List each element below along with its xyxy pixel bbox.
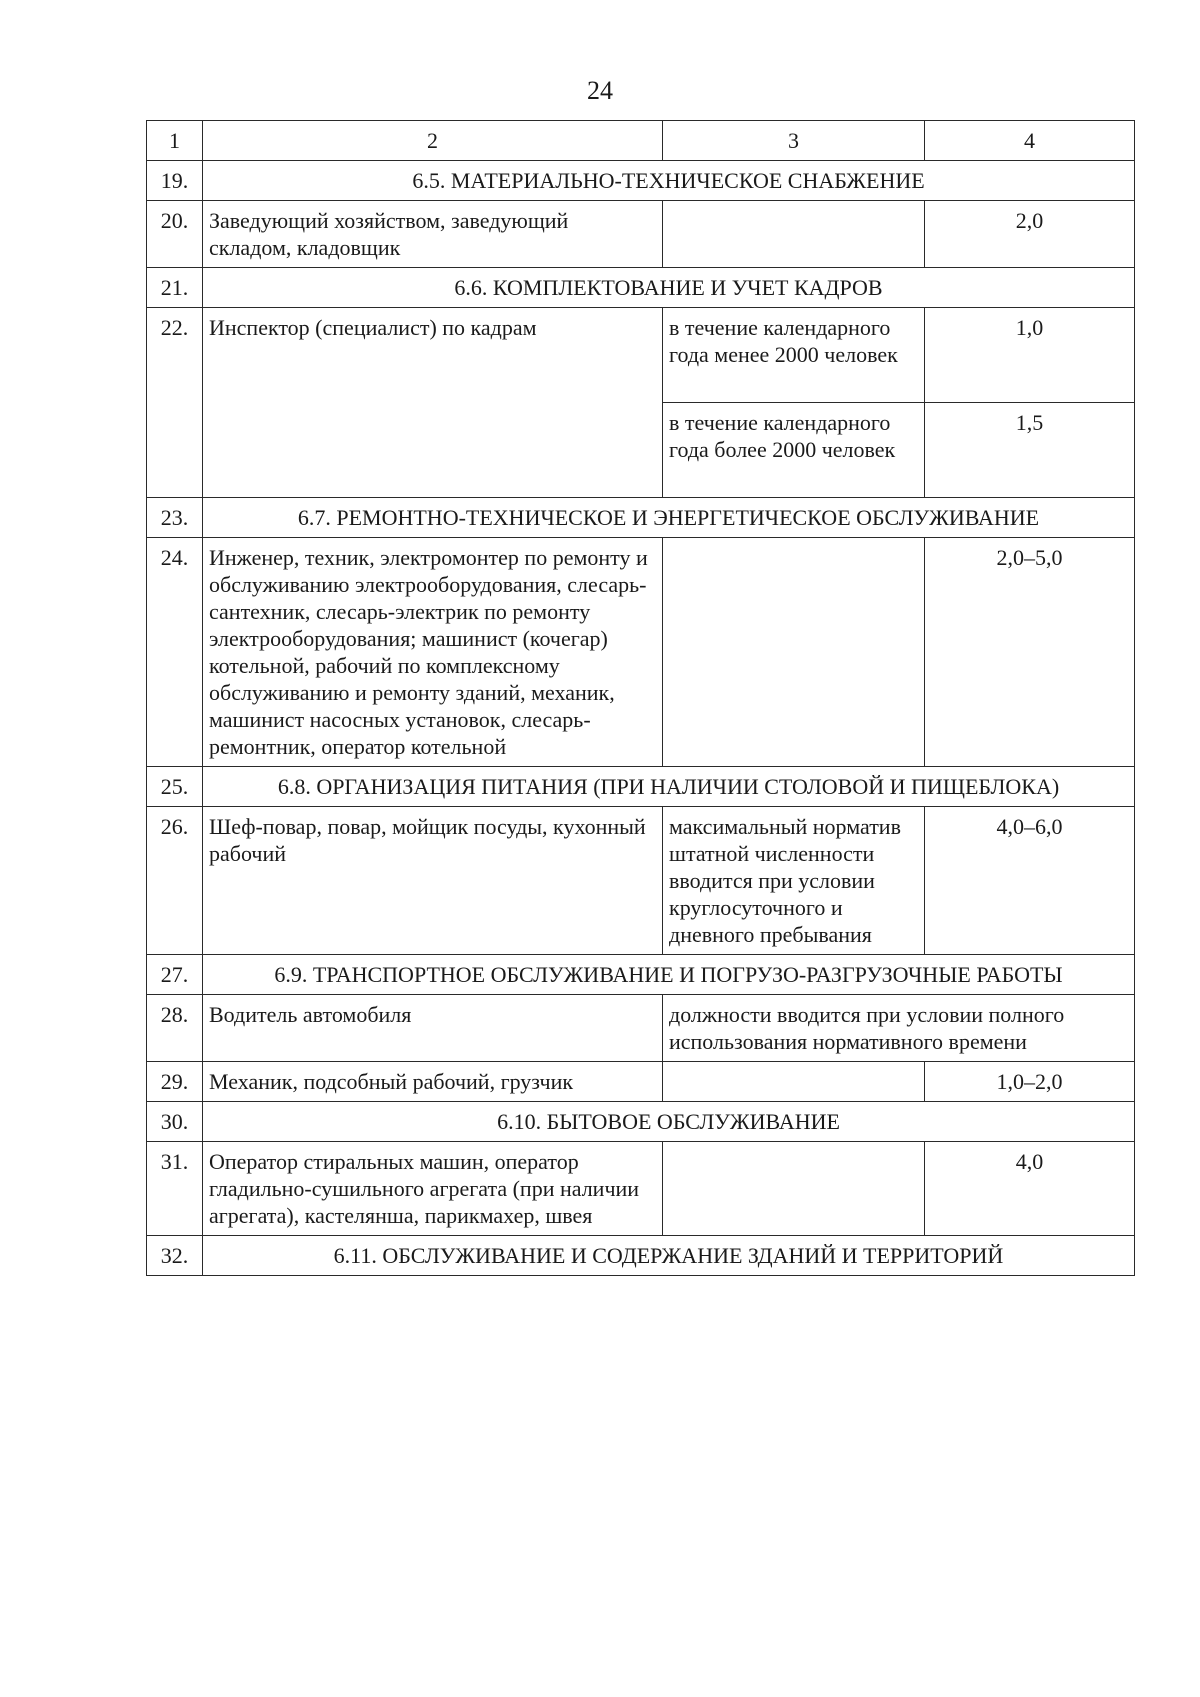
condition-cell	[663, 1142, 925, 1236]
row-number: 25.	[147, 767, 203, 807]
norm-value: 4,0	[925, 1142, 1135, 1236]
staffing-table	[146, 120, 1135, 1276]
section-row	[147, 498, 1135, 538]
table-row	[147, 1142, 1135, 1236]
table-row	[147, 538, 1135, 767]
position-cell: Механик, подсобный рабочий, грузчик	[203, 1062, 663, 1102]
table-row	[147, 308, 1135, 403]
row-number: 24.	[147, 538, 203, 767]
table-row	[147, 201, 1135, 268]
table-row	[147, 995, 1135, 1062]
norm-value: 1,0–2,0	[925, 1062, 1135, 1102]
section-row	[147, 161, 1135, 201]
section-row	[147, 767, 1135, 807]
section-row	[147, 1236, 1135, 1276]
norm-value: 4,0–6,0	[925, 807, 1135, 955]
row-number: 19.	[147, 161, 203, 201]
condition-cell	[663, 1062, 925, 1102]
position-cell: Оператор стиральных машин, оператор гладильно-сушильного агрегата (при наличии агрегата), кастелянша, парикмахер, швея	[203, 1142, 663, 1236]
note-cell: должности вводится при условии полного использования нормативного времени	[663, 995, 1135, 1062]
condition-cell: в течение календарного года менее 2000 человек	[663, 308, 925, 403]
section-title: 6.11. ОБСЛУЖИВАНИЕ И СОДЕРЖАНИЕ ЗДАНИЙ И ТЕРРИТОРИЙ	[203, 1236, 1135, 1276]
norm-value: 2,0–5,0	[925, 538, 1135, 767]
row-number: 32.	[147, 1236, 203, 1276]
row-number: 28.	[147, 995, 203, 1062]
condition-cell	[663, 201, 925, 268]
header-row	[147, 121, 1135, 161]
row-number: 26.	[147, 807, 203, 955]
section-title: 6.9. ТРАНСПОРТНОЕ ОБСЛУЖИВАНИЕ И ПОГРУЗО-РАЗГРУЗОЧНЫЕ РАБОТЫ	[203, 955, 1135, 995]
section-row	[147, 955, 1135, 995]
row-number: 27.	[147, 955, 203, 995]
position-cell: Заведующий хозяйством, заведующий складом, кладовщик	[203, 201, 663, 268]
norm-value: 2,0	[925, 201, 1135, 268]
position-cell: Водитель автомобиля	[203, 995, 663, 1062]
row-number: 20.	[147, 201, 203, 268]
section-title: 6.5. МАТЕРИАЛЬНО-ТЕХНИЧЕСКОЕ СНАБЖЕНИЕ	[203, 161, 1135, 201]
section-title: 6.7. РЕМОНТНО-ТЕХНИЧЕСКОЕ И ЭНЕРГЕТИЧЕСКОЕ ОБСЛУЖИВАНИЕ	[203, 498, 1135, 538]
position-cell: Инспектор (специалист) по кадрам	[203, 308, 663, 498]
header-col-4: 4	[925, 121, 1135, 161]
condition-cell: максимальный норматив штатной численности вводится при условии круглосуточного и дневного пребывания	[663, 807, 925, 955]
row-number: 21.	[147, 268, 203, 308]
row-number: 22.	[147, 308, 203, 498]
row-number: 30.	[147, 1102, 203, 1142]
table-row	[147, 807, 1135, 955]
norm-value: 1,0	[925, 308, 1135, 403]
condition-cell	[663, 538, 925, 767]
page-number: 24	[587, 76, 613, 105]
row-number: 29.	[147, 1062, 203, 1102]
condition-cell: в течение календарного года более 2000 человек	[663, 403, 925, 498]
position-cell: Инженер, техник, электромонтер по ремонту и обслуживанию электрооборудования, слесарь-сантехник, слесарь-электрик по ремонту электрооборудования; машинист (кочегар) котельной, рабочий по комплексному обслуживанию и ремонту зданий, механик, машинист насосных установок, слесарь-ремонтник, оператор котельной	[203, 538, 663, 767]
section-title: 6.8. ОРГАНИЗАЦИЯ ПИТАНИЯ (ПРИ НАЛИЧИИ СТОЛОВОЙ И ПИЩЕБЛОКА)	[203, 767, 1135, 807]
section-title: 6.10. БЫТОВОЕ ОБСЛУЖИВАНИЕ	[203, 1102, 1135, 1142]
section-title: 6.6. КОМПЛЕКТОВАНИЕ И УЧЕТ КАДРОВ	[203, 268, 1135, 308]
section-row	[147, 268, 1135, 308]
section-row	[147, 1102, 1135, 1142]
header-col-3: 3	[663, 121, 925, 161]
row-number: 31.	[147, 1142, 203, 1236]
position-cell: Шеф-повар, повар, мойщик посуды, кухонный рабочий	[203, 807, 663, 955]
table-row	[147, 1062, 1135, 1102]
norm-value: 1,5	[925, 403, 1135, 498]
header-col-2: 2	[203, 121, 663, 161]
header-col-1: 1	[147, 121, 203, 161]
row-number: 23.	[147, 498, 203, 538]
